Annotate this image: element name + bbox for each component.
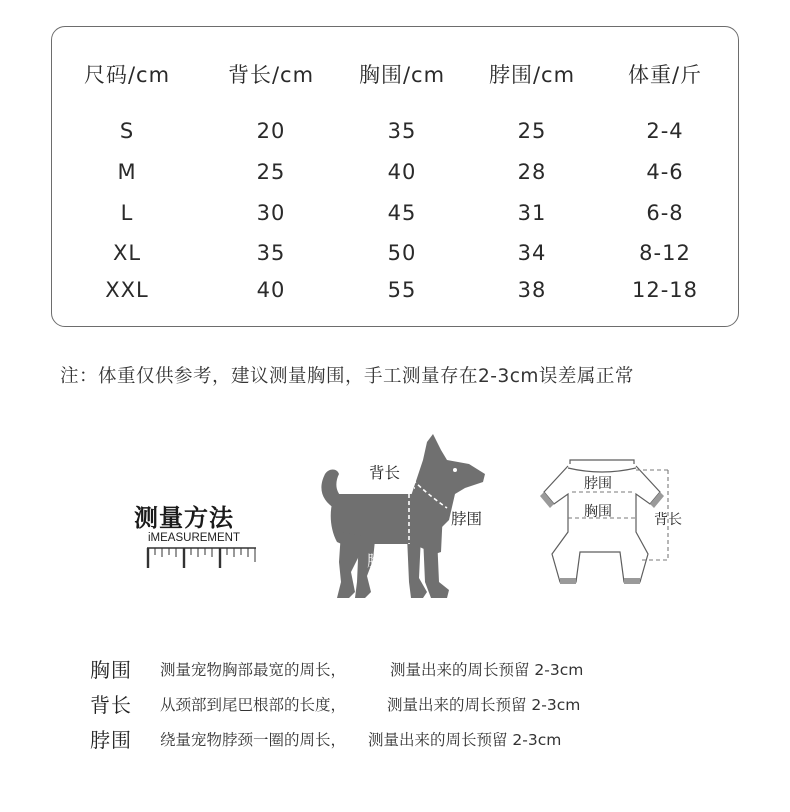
table-value-cell: 50 [387, 241, 417, 265]
table-value-cell: 6-8 [646, 201, 684, 225]
table-value-cell: 35 [387, 119, 417, 143]
definition-term: 脖围 [90, 728, 132, 752]
table-value-cell: 38 [517, 278, 547, 302]
table-value-cell: 8-12 [639, 241, 691, 265]
definition-text: 从颈部到尾巴根部的长度， [160, 696, 347, 714]
garment-diagram [538, 456, 690, 588]
table-value-cell: 40 [256, 278, 286, 302]
table-value-cell: 45 [387, 201, 417, 225]
table-value-cell: 12-18 [631, 278, 699, 302]
table-value-cell: 28 [517, 160, 547, 184]
dog-eye-icon [453, 468, 457, 472]
definition-allowance: 测量出来的周长预留 2-3cm [387, 696, 581, 714]
table-size-cell: L [120, 201, 134, 225]
table-size-cell: XL [112, 241, 142, 265]
table-header-cell: 体重/斤 [627, 63, 703, 87]
definition-term: 背长 [90, 693, 132, 717]
table-value-cell: 4-6 [646, 160, 684, 184]
definition-allowance: 测量出来的周长预留 2-3cm [368, 731, 562, 749]
table-header-cell: 脖围/cm [488, 63, 576, 87]
dog-chest-label: 胸围 [367, 552, 399, 570]
table-value-cell: 34 [517, 241, 547, 265]
table-value-cell: 31 [517, 201, 547, 225]
garment-neck-label: 脖围 [584, 476, 612, 492]
table-value-cell: 40 [387, 160, 417, 184]
table-size-cell: S [119, 119, 135, 143]
dog-neck-label: 脖围 [451, 510, 483, 528]
definition-text: 测量宠物胸部最宽的周长， [160, 661, 347, 679]
method-title: 测量方法 [134, 504, 234, 532]
table-value-cell: 25 [256, 160, 286, 184]
table-value-cell: 25 [517, 119, 547, 143]
definition-term: 胸围 [90, 658, 132, 682]
table-value-cell: 35 [256, 241, 286, 265]
garment-chest-label: 胸围 [584, 504, 612, 520]
ruler-icon [146, 546, 258, 572]
table-size-cell: XXL [105, 278, 149, 302]
dog-diagram [315, 432, 505, 604]
table-value-cell: 20 [256, 119, 286, 143]
measurement-note: 注：体重仅供参考，建议测量胸围，手工测量存在2-3cm误差属正常 [60, 366, 634, 387]
definition-text: 绕量宠物脖颈一圈的周长， [160, 731, 347, 749]
table-size-cell: M [117, 160, 137, 184]
table-header-cell: 背长/cm [227, 63, 315, 87]
table-value-cell: 55 [387, 278, 417, 302]
garment-back-label: 背长 [654, 512, 682, 528]
table-header-cell: 尺码/cm [83, 63, 171, 87]
table-value-cell: 2-4 [646, 119, 684, 143]
dog-back-label: 背长 [369, 464, 401, 482]
table-value-cell: 30 [256, 201, 286, 225]
method-subtitle: iMEASUREMENT [148, 532, 241, 544]
table-header-cell: 胸围/cm [358, 63, 446, 87]
definition-allowance: 测量出来的周长预留 2-3cm [390, 661, 584, 679]
